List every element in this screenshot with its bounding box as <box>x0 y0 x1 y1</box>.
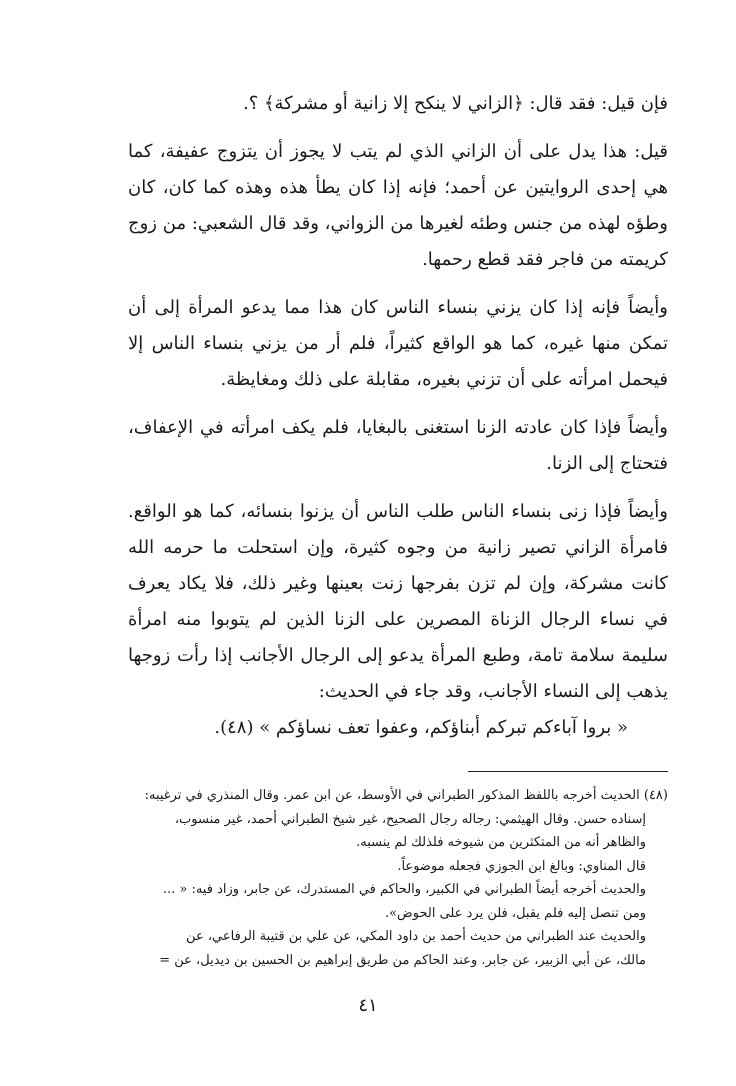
footnote-line: والظاهر أنه من المتكثرين من شيوخه فلذلك لم ينسبه. <box>356 835 646 850</box>
hadith-quote: « بروا آباءكم تبركم أبناؤكم، وعفوا تعف نساؤكم » (٤٨). <box>214 717 628 738</box>
footnote-line: ومن تنصل إليه فلم يقبل، فلن يرد على الحوض». <box>384 905 646 921</box>
paragraph-third: وأيضاً فإنه إذا كان يزني بنساء الناس كان هذا مما يدعو المرأة إلى أن تمكن منها غيره، كما هو الواقع كثيراً، فلم أر من يزني بنساء الناس إلا فيحمل امرأته على أن تزني بغيره، مقابلة على ذلك ومغايظة. <box>128 297 668 390</box>
footnote-line: قال المناوي: وبالغ ابن الجوزي فجعله موضوعاً. <box>397 858 646 874</box>
footnote-line: والحديث عند الطبراني من حديث أحمد بن داود المكي، عن علي بن قتيبة الرفاعي، عن <box>186 929 646 944</box>
paragraph-question: فإن قيل: فقد قال: ﴿الزاني لا ينكح إلا زانية أو مشركة﴾ ؟. <box>242 93 668 114</box>
footnote-line: مالك، عن أبي الزبير، عن جابر. وعند الحاكم من طريق إبراهيم بن الحسين بن ديديل، عن = <box>159 952 646 968</box>
main-text <box>128 86 668 746</box>
footnotes <box>128 784 668 972</box>
footnote-line: إسناده حسن. وقال الهيثمي: رجاله رجال الصحيح، غير شيخ الطبراني أحمد، غير منسوب، <box>174 811 646 827</box>
footnote-line: والحديث أخرجه أيضاً الطبراني في الكبير، والحاكم في المستدرك، عن جابر، وزاد فيه: « ... <box>162 882 646 897</box>
paragraph-fourth: وأيضاً فإذا كان عادته الزنا استغنى بالبغايا، فلم يكف امرأته في الإعفاف، فتحتاج إلى الزنا. <box>128 417 668 474</box>
footnote-separator <box>468 771 668 772</box>
footnote-line: (٤٨) الحديث أخرجه باللفظ المذكور الطبراني في الأوسط، عن ابن عمر. وقال المنذري في ترغيبه: <box>144 788 668 803</box>
paragraph-answer: قيل: هذا يدل على أن الزاني الذي لم يتب لا يجوز أن يتزوج عفيفة، كما هي إحدى الروايتين عن أحمد؛ فإنه إذا كان يطأ هذه وهذه كما كان، كان وطؤه لهذه من جنس وطئه لغيرها من الزواني، وقد قال الشعبي: من زوج كريمته من فاجر فقد قطع رحمها. <box>128 141 668 270</box>
page-number: ٤١ <box>358 995 378 1016</box>
paragraph-fifth: وأيضاً فإذا زنى بنساء الناس طلب الناس أن يزنوا بنسائه، كما هو الواقع. فامرأة الزاني تصير زانية من وجوه كثيرة، وإن استحلت ما حرمه الله كانت مشركة، وإن لم تزن بفرجها زنت بعينها وغير ذلك، فلا يكاد يعرف في نساء الرجال الزناة المصرين على الزنا الذين لم يتوبوا منه امرأة سليمة سلامة تامة، وطبع المرأة يدعو إلى الرجال الأجانب إذا رأت زوجها يذهب إلى النساء الأجانب، وقد جاء في الحديث: <box>128 501 668 702</box>
